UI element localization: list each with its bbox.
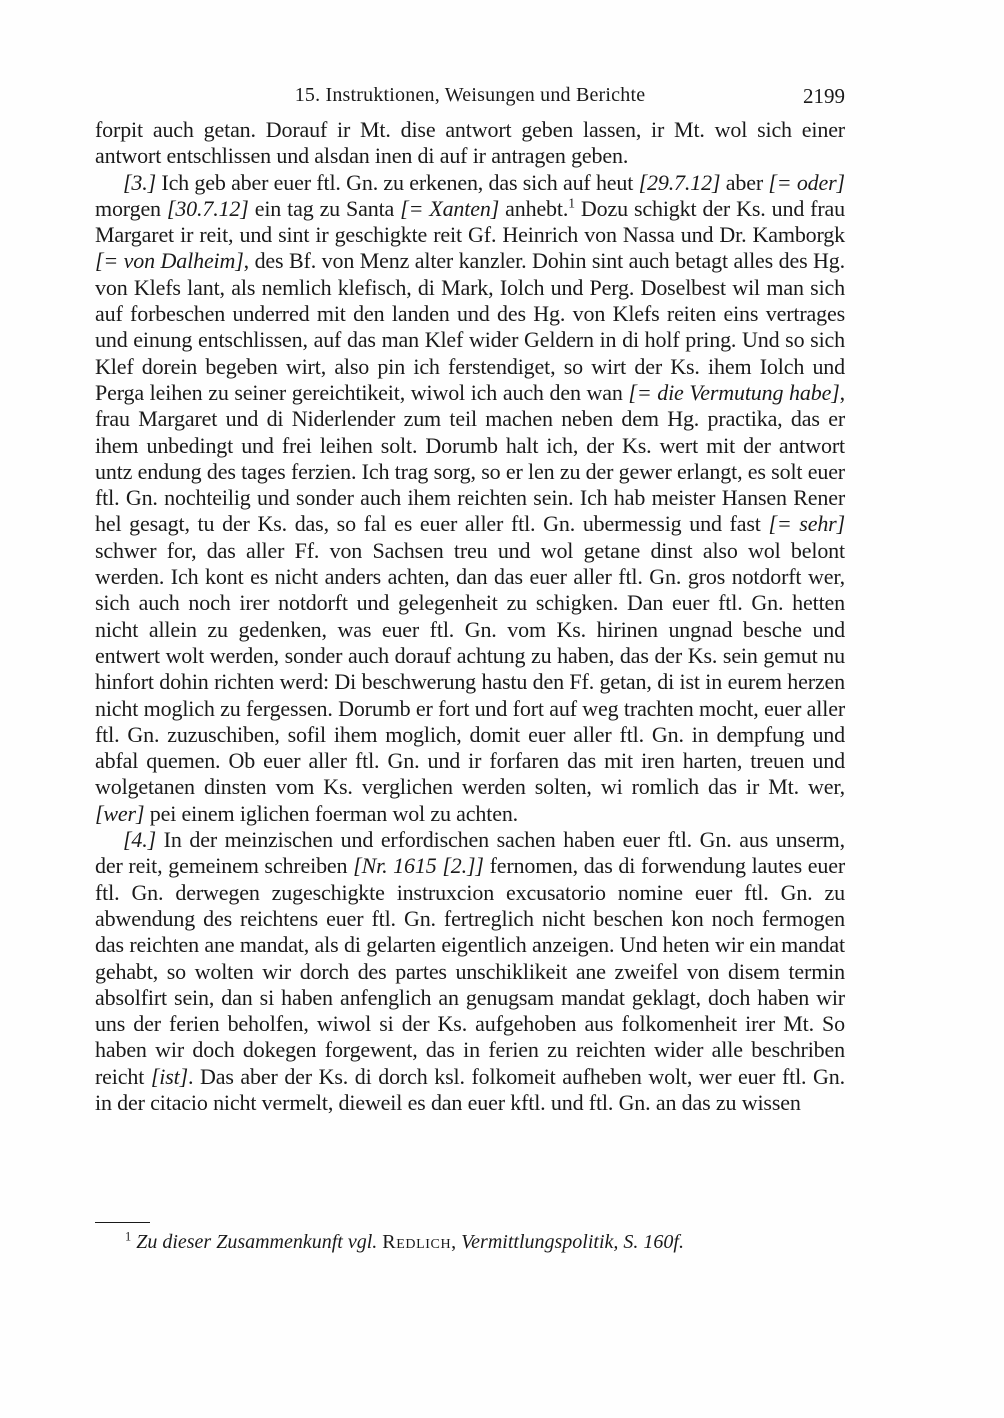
text-run: , des Bf. von Menz alter kanzler. Dohin sint auch betagt alles des Hg. von Klefs lant, als nemlich klefisch, di Mark, Iolch und Perg. Doselbest wil man sich auf forbeschen underred mit den landen und des Hg. von Klefs reiten eins vertrages und einung entschlissen, auf das man Klef wider Geldern in di holf pring. Und so sich Klef dorein begeben wirt, also pin ich ferstendiget, so wirt der Ks. ihem Iolch und Perga leihen zu seiner gereichtikeit, wiwol ich auch den wan [95, 248, 845, 405]
text-run: Redlich [382, 1231, 452, 1253]
text-run: forpit auch getan. Dorauf ir Mt. dise antwort geben lassen, ir Mt. wol sich einer antwort entschlissen und alsdan inen di auf ir antragen geben. [95, 117, 845, 169]
text-run: [3.] [123, 169, 157, 195]
text-run: Zu dieser Zusammenkunft vgl. [136, 1231, 378, 1253]
text-run: schwer for, das aller Ff. von Sachsen treu und wol getane dinst also wol belont werden. Ich kont es nicht anders achten, dan das euer aller ftl. Gn. gros notdorft wer, sich auch noch irer notdorft und gelegenheit zu schigken. Dan euer ftl. Gn. hetten nicht allein zu gedenken, was euer ftl. Gn. vom Ks. hirinen ungnad besche und entwert wolt werden, sonder auch dorauf achtung zu haben, das der Ks. sein gemut nu hinfort dohin richten werd: Di beschwerung hastu den Ff. getan, di ist in eurem herzen nicht moglich zu fergessen. Dorumb er fort und fort auf weg trachten mocht, euer aller ftl. Gn. zuzuschiben, sofil ihem moglich, domit euer aller ftl. Gn. in dempfung und abfal quemen. Ob euer aller ftl. Gn. und ir forfaren das mit iren harten, treuen und wolgetanen dinsten vom Ks. verglichen werden solten, wi romlich das ir Mt. wer, [95, 537, 845, 800]
text-run: [= sehr] [768, 511, 845, 537]
text-run: pei einem iglichen foerman wol zu achten. [144, 800, 519, 826]
text-run: [= von Dalheim] [95, 248, 244, 274]
text-run: [= Xanten] [400, 195, 500, 221]
text-run: aber [720, 169, 769, 195]
body-text [95, 117, 845, 1116]
text-run: ein tag zu Santa [248, 195, 401, 221]
footnote-text [95, 1230, 845, 1255]
text-run: , frau Margaret und di Niderlender zum teil machen neben dem Hg. practika, das er ihem unbedingt und frei leihen solt. Dorumb halt ich, der Ks. wert mit der antwort untz endung des tages ferzien. Ich trag sorg, so er len zu der gewer erlangt, es solt euer ftl. Gn. nochteilig und sonder auch ihem reichten sein. Ich hab meister Hansen Rener hel gesagt, tu der Ks. das, so fal es euer aller ftl. Gn. ubermessig und fast [95, 379, 845, 537]
text-run: 1 [568, 195, 575, 211]
text-run: , [451, 1231, 462, 1253]
text-run: fernomen, das di forwendung lautes euer ftl. Gn. derwegen zugeschigkte instruxcion excusatorio nomine euer ftl. Gn. zu abwendung des reichtens euer ftl. Gn. fertreglich nicht beschen kon noch fermogen das reichten ane mandat, als di gelarten eigentlich anzeigen. Und heten wir ein mandat gehabt, so wolten wir dorch des partes unschiklikeit ane zweifel von disem termin absolfirt sein, dan si haben anfenglich an genugsam mandat geklagt, doch haben wir uns der ferien beholfen, wiwol si der Ks. aufgehoben aus folkomenheit irer Mt. So haben wir doch dokegen forgewent, das in ferien zu reichten wider alle beschriben reicht [95, 853, 846, 1089]
body-paragraph [95, 170, 845, 827]
footnote-separator-rule [95, 1222, 150, 1223]
text-run: [wer] [95, 800, 145, 826]
body-paragraph [95, 827, 845, 1116]
text-run: [30.7.12] [166, 195, 249, 221]
page-number: 2199 [803, 84, 845, 108]
text-run: morgen [95, 195, 167, 221]
text-run: In der meinzischen und erfordischen sachen haben euer ftl. Gn. aus unserm, der reit, gemeinem schreiben [95, 827, 845, 879]
text-run: . Das aber der Ks. di dorch ksl. folkomeit aufheben wolt, wer euer ftl. Gn. in der citacio nicht vermelt, dieweil es dan euer kftl. und ftl. Gn. an das zu wissen [95, 1063, 845, 1115]
text-run: Ich geb aber euer ftl. Gn. zu erkenen, das sich auf heut [156, 169, 639, 195]
text-run: [29.7.12] [638, 169, 721, 195]
text-run: [= die Vermutung habe] [628, 379, 840, 405]
text-run: 1 [125, 1229, 132, 1244]
text-run: anhebt. [499, 195, 569, 221]
text-run: [4.] [123, 827, 157, 853]
body-paragraph [95, 117, 845, 170]
text-run: [Nr. 1615 [2.]] [353, 853, 484, 879]
page-header [95, 84, 845, 112]
text-run: [ist] [150, 1063, 189, 1089]
text-run: Dozu schigkt der Ks. und frau Margaret ir reit, und sint ir geschigkte reit Gf. Heinrich von Nassa und Dr. Kamborgk [95, 195, 845, 248]
text-run: Vermittlungspolitik, S. 160f. [461, 1231, 684, 1253]
running-head: 15. Instruktionen, Weisungen und Berichte [294, 84, 646, 106]
text-run: [= oder] [768, 169, 845, 195]
footnote [95, 1222, 845, 1255]
